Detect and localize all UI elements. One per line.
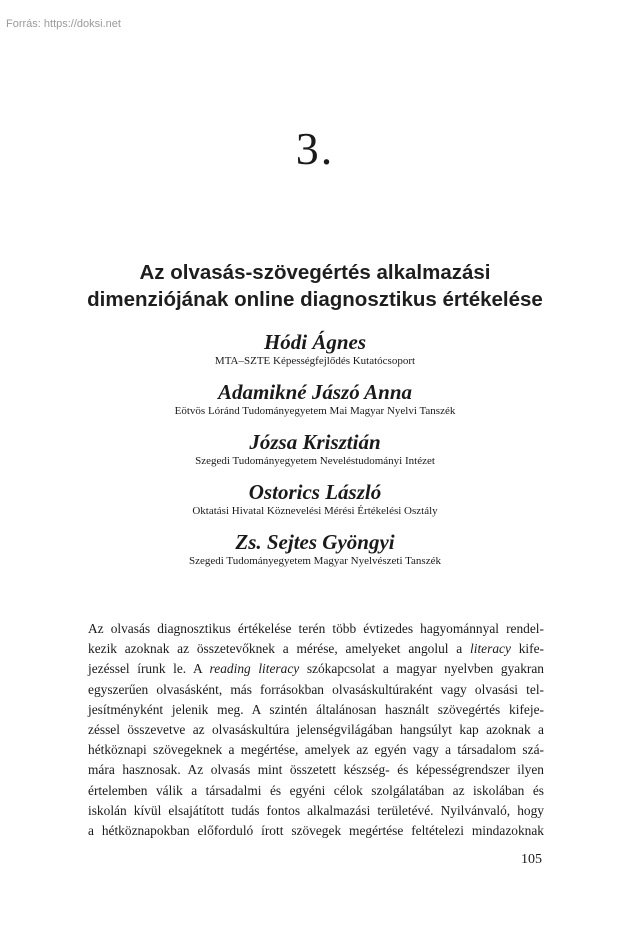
body-emphasis: literacy (470, 641, 511, 657)
body-line (88, 659, 544, 679)
body-text-run: kife- (510, 641, 544, 657)
author-name: Hódi Ágnes (263, 330, 367, 354)
chapter-number: 3. (295, 123, 335, 174)
author-block (0, 430, 630, 480)
body-line: jesítményként jelenik meg. A szintén általánosan használt szövegértés kifeje- (88, 701, 544, 717)
author-block (0, 330, 630, 380)
chapter-title-line-2: dimenziójának online diagnosztikus értékelése (87, 288, 543, 311)
body-emphasis: reading literacy (209, 661, 300, 677)
author-block (0, 530, 630, 580)
author-block (0, 480, 630, 530)
page-number: 105 (521, 852, 542, 867)
body-line: zéssel összevetve az olvasáskultúra jelenségvilágában hangsúlyt kap azoknak a (88, 722, 544, 738)
body-line: a hétköznapokban előforduló írott szövegek megértése feltételezi mindazoknak (88, 823, 544, 839)
author-name: Zs. Sejtes Gyöngyi (235, 530, 395, 554)
author-affiliation: Oktatási Hivatal Köznevelési Mérési Értékelési Osztály (192, 505, 438, 517)
body-line: értelemben válik a társadalmi és egyéni célok szolgálatában az iskolában és (88, 782, 544, 798)
source-watermark: Forrás: https://doksi.net (6, 18, 121, 30)
body-line: iskolán kívül elsajátított tudás fontos alkalmazási területévé. Nyilvánvaló, hogy (88, 802, 544, 818)
author-name: Ostorics László (248, 480, 382, 504)
author-name: Józsa Krisztián (249, 430, 381, 454)
author-name: Adamikné Jászó Anna (217, 380, 413, 404)
body-line: mára hasznosak. Az olvasás mint összetett készség- és képességrendszer ilyen (88, 762, 544, 778)
body-line: hétköznapi szövegeknek a megértése, amelyek az egyén vagy a társadalom szá- (88, 742, 544, 758)
body-text-run: jezéssel írunk le. A (88, 661, 210, 677)
author-block (0, 380, 630, 430)
body-line: egyszerűen olvasásként, más forrásokban olvasáskultúraként vagy olvasási tel- (88, 681, 544, 697)
author-affiliation: Szegedi Tudományegyetem Magyar Nyelvészeti Tanszék (189, 555, 441, 567)
author-affiliation: MTA–SZTE Képességfejlődés Kutatócsoport (214, 355, 416, 367)
body-line (88, 639, 544, 659)
body-text-run: kezik azoknak az összetevőknek a mérése, amelyeket angolul a (88, 641, 471, 657)
body-paragraph (88, 619, 544, 841)
chapter-title-line-1: Az olvasás-szövegértés alkalmazási (139, 261, 491, 284)
author-affiliation: Szegedi Tudományegyetem Neveléstudományi Intézet (195, 455, 435, 467)
chapter-title (0, 259, 630, 313)
author-list (0, 330, 630, 580)
body-text-run: szókapcsolat a magyar nyelvben gyakran (299, 661, 544, 677)
body-line: Az olvasás diagnosztikus értékelése terén több évtizedes hagyománnyal rendel- (88, 621, 544, 636)
author-affiliation: Eötvös Lóránd Tudományegyetem Mai Magyar Nyelvi Tanszék (174, 405, 456, 417)
